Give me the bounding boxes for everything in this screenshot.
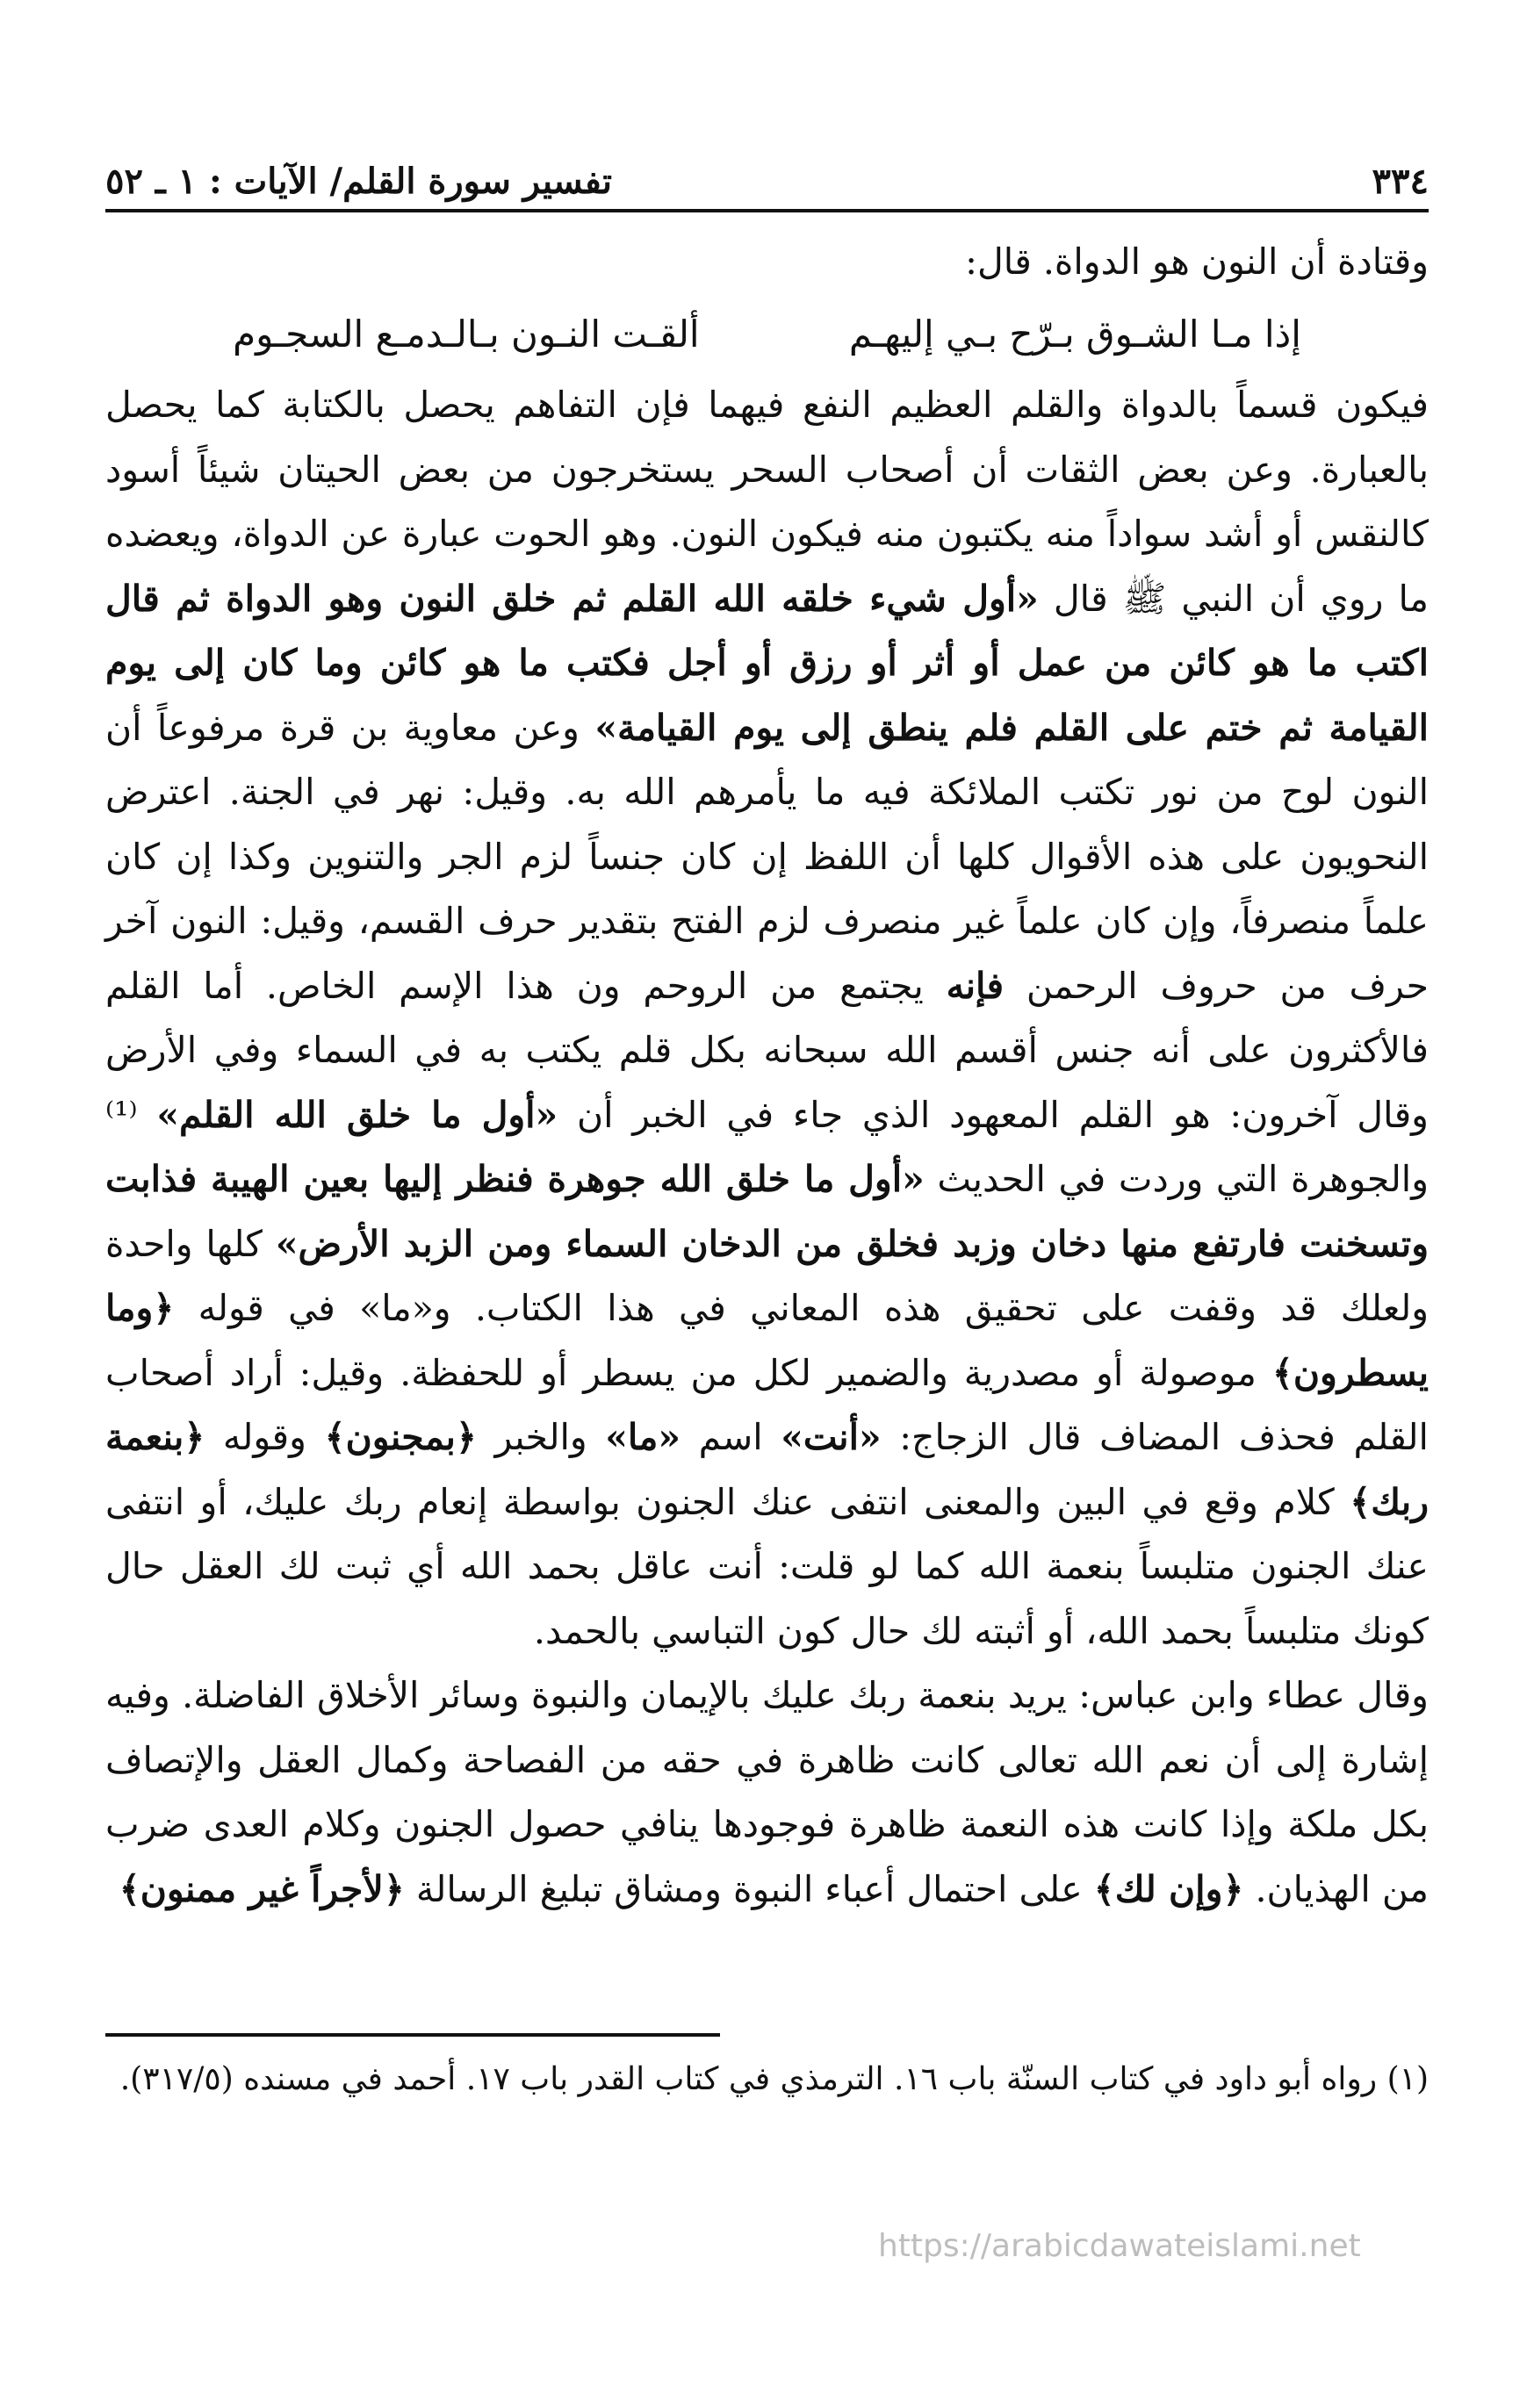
footnote-reference: ⁽¹⁾ — [105, 1093, 138, 1136]
verse-hemistich-1: إذا مـا الشـوق بـرّح بـي إليهـم — [848, 312, 1301, 356]
text-run: كلها واحدة ولعلك قد وقفت على تحقيق هذه المعاني في هذا الكتاب. و«ما» في قوله — [105, 1222, 1429, 1329]
poetry-verse — [105, 295, 1429, 374]
verse-hemistich-2: ألقـت النـون بـالـدمـع السجـوم — [233, 312, 700, 356]
quran-quote: ﴿وإن لك﴾ — [1093, 1867, 1244, 1910]
text-run: فيكون قسماً بالدواة والقلم العظيم النفع فيهما فإن التفاهم يحصل بالكتابة كما يحصل بالعبارة. وعن بعض الثقات أن أصحاب السحر يستخرجون من بعض الحيتان شيئاً أسود كالنقس أو أشد سواداً منه يكتبون منه فيكون النون. وهو الحوت عبارة عن الدواة، ويعضده ما روي أن النبي ﷺ قال — [105, 384, 1429, 620]
text-run: موصولة أو مصدرية والضمير لكل من يسطر أو للحفظة. وقيل: أراد أصحاب القلم فحذف المضاف قال الزجاج: — [105, 1351, 1429, 1458]
paragraph-1 — [105, 373, 1429, 1664]
text-run: يجتمع من الروحم ون هذا الإسم الخاص. أما القلم فالأكثرون على أنه جنس أقسم الله سبحانه بكل قلم يكتب به في السماء وفي الأرض وقال آخرون: هو القلم المعهود الذي جاء في الخبر أن — [105, 964, 1429, 1136]
paragraph-2 — [105, 1664, 1429, 1922]
quran-quote: ﴿بمجنون﴾ — [324, 1416, 477, 1458]
intro-line: وقتادة أن النون هو الدواة. قال: — [965, 241, 1429, 283]
bold-word: فإنه — [946, 964, 1005, 1007]
text-run: على احتمال أعباء النبوة ومشاق تبليغ الرسالة — [415, 1867, 1083, 1910]
footnote-divider — [105, 2033, 720, 2037]
running-header — [105, 149, 1429, 212]
quran-quote: ﴿بنعمة ربك﴾ — [105, 1416, 1429, 1523]
text-run: وقوله — [222, 1416, 306, 1458]
text-run: والخبر — [494, 1416, 587, 1458]
text-run: وقال عطاء وابن عباس: يريد بنعمة ربك عليك بالإيمان والنبوة وسائر الأخلاق الفاضلة. وفيه إشارة إلى أن نعم الله تعالى كانت ظاهرة في حقه من الفصاحة وكمال العقل والإتصاف بكل ملكة وإذا كانت هذه النعمة ظاهرة فوجودها ينافي حصول الجنون وكلام العدى ضرب من الهذيان. — [105, 1674, 1429, 1910]
quoted-term: «أنت» — [781, 1416, 882, 1458]
hadith-quote: «أول ما خلق الله القلم» — [156, 1093, 558, 1136]
header-title: تفسير سورة القلم/ الآيات : ١ ـ ٥٢ — [105, 161, 612, 202]
quran-quote: ﴿لأجراً غير ممنون﴾ — [119, 1867, 405, 1910]
text-run: كلام وقع في البين والمعنى انتفى عنك الجنون بواسطة إنعام ربك عليك، أو انتفى عنك الجنون متلبساً بنعمة الله كما لو قلت: أنت عاقل بحمد الله أي ثبت لك العقل حال كونك متلبساً بحمد الله، أو أثبته لك حال كون التباسي بالحمد. — [105, 1480, 1429, 1652]
text-run: وعن معاوية بن قرة مرفوعاً أن النون لوح من نور تكتب الملائكة فيه ما يأمرهم الله به. وقيل: نهر في الجنة. اعترض النحويون على هذه الأقوال كلها أن اللفظ إن كان جنساً لزم الجر والتنوين وكذا إن كان علماً منصرفاً، وإن كان علماً غير منصرف لزم الفتح بتقدير حرف القسم، وقيل: النون آخر حرف من حروف الرحمن — [105, 706, 1429, 1007]
page-number: ٣٣٤ — [1372, 161, 1429, 202]
hadith-quote: «أول ما خلق الله جوهرة فنظر إليها بعين الهيبة فذابت وتسخنت فارتفع منها دخان وزبد فخلق من الدخان السماء ومن الزبد الأرض» — [105, 1158, 1429, 1265]
text-run: اسم — [698, 1416, 763, 1458]
quran-quote: ﴿وما يسطرون﴾ — [105, 1287, 1429, 1394]
footnote: (١) رواه أبو داود في كتاب السنّة باب ١٦. الترمذي في كتاب القدر باب ١٧. أحمد في مسنده (٣١٧/٥). — [119, 2061, 1429, 2097]
hadith-quote: «أول شيء خلقه الله القلم ثم خلق النون وهو الدواة ثم قال اكتب ما هو كائن من عمل أو أثر أو رزق أو أجل فكتب ما هو كائن وما كان إلى يوم القيامة ثم ختم على القلم فلم ينطق إلى يوم القيامة» — [105, 577, 1429, 749]
watermark-url: https://arabicdawateislami.net — [878, 2228, 1361, 2264]
quoted-term: «ما» — [605, 1416, 681, 1458]
main-text — [105, 230, 1429, 1922]
text-run: والجوهرة التي وردت في الحديث — [937, 1158, 1429, 1200]
